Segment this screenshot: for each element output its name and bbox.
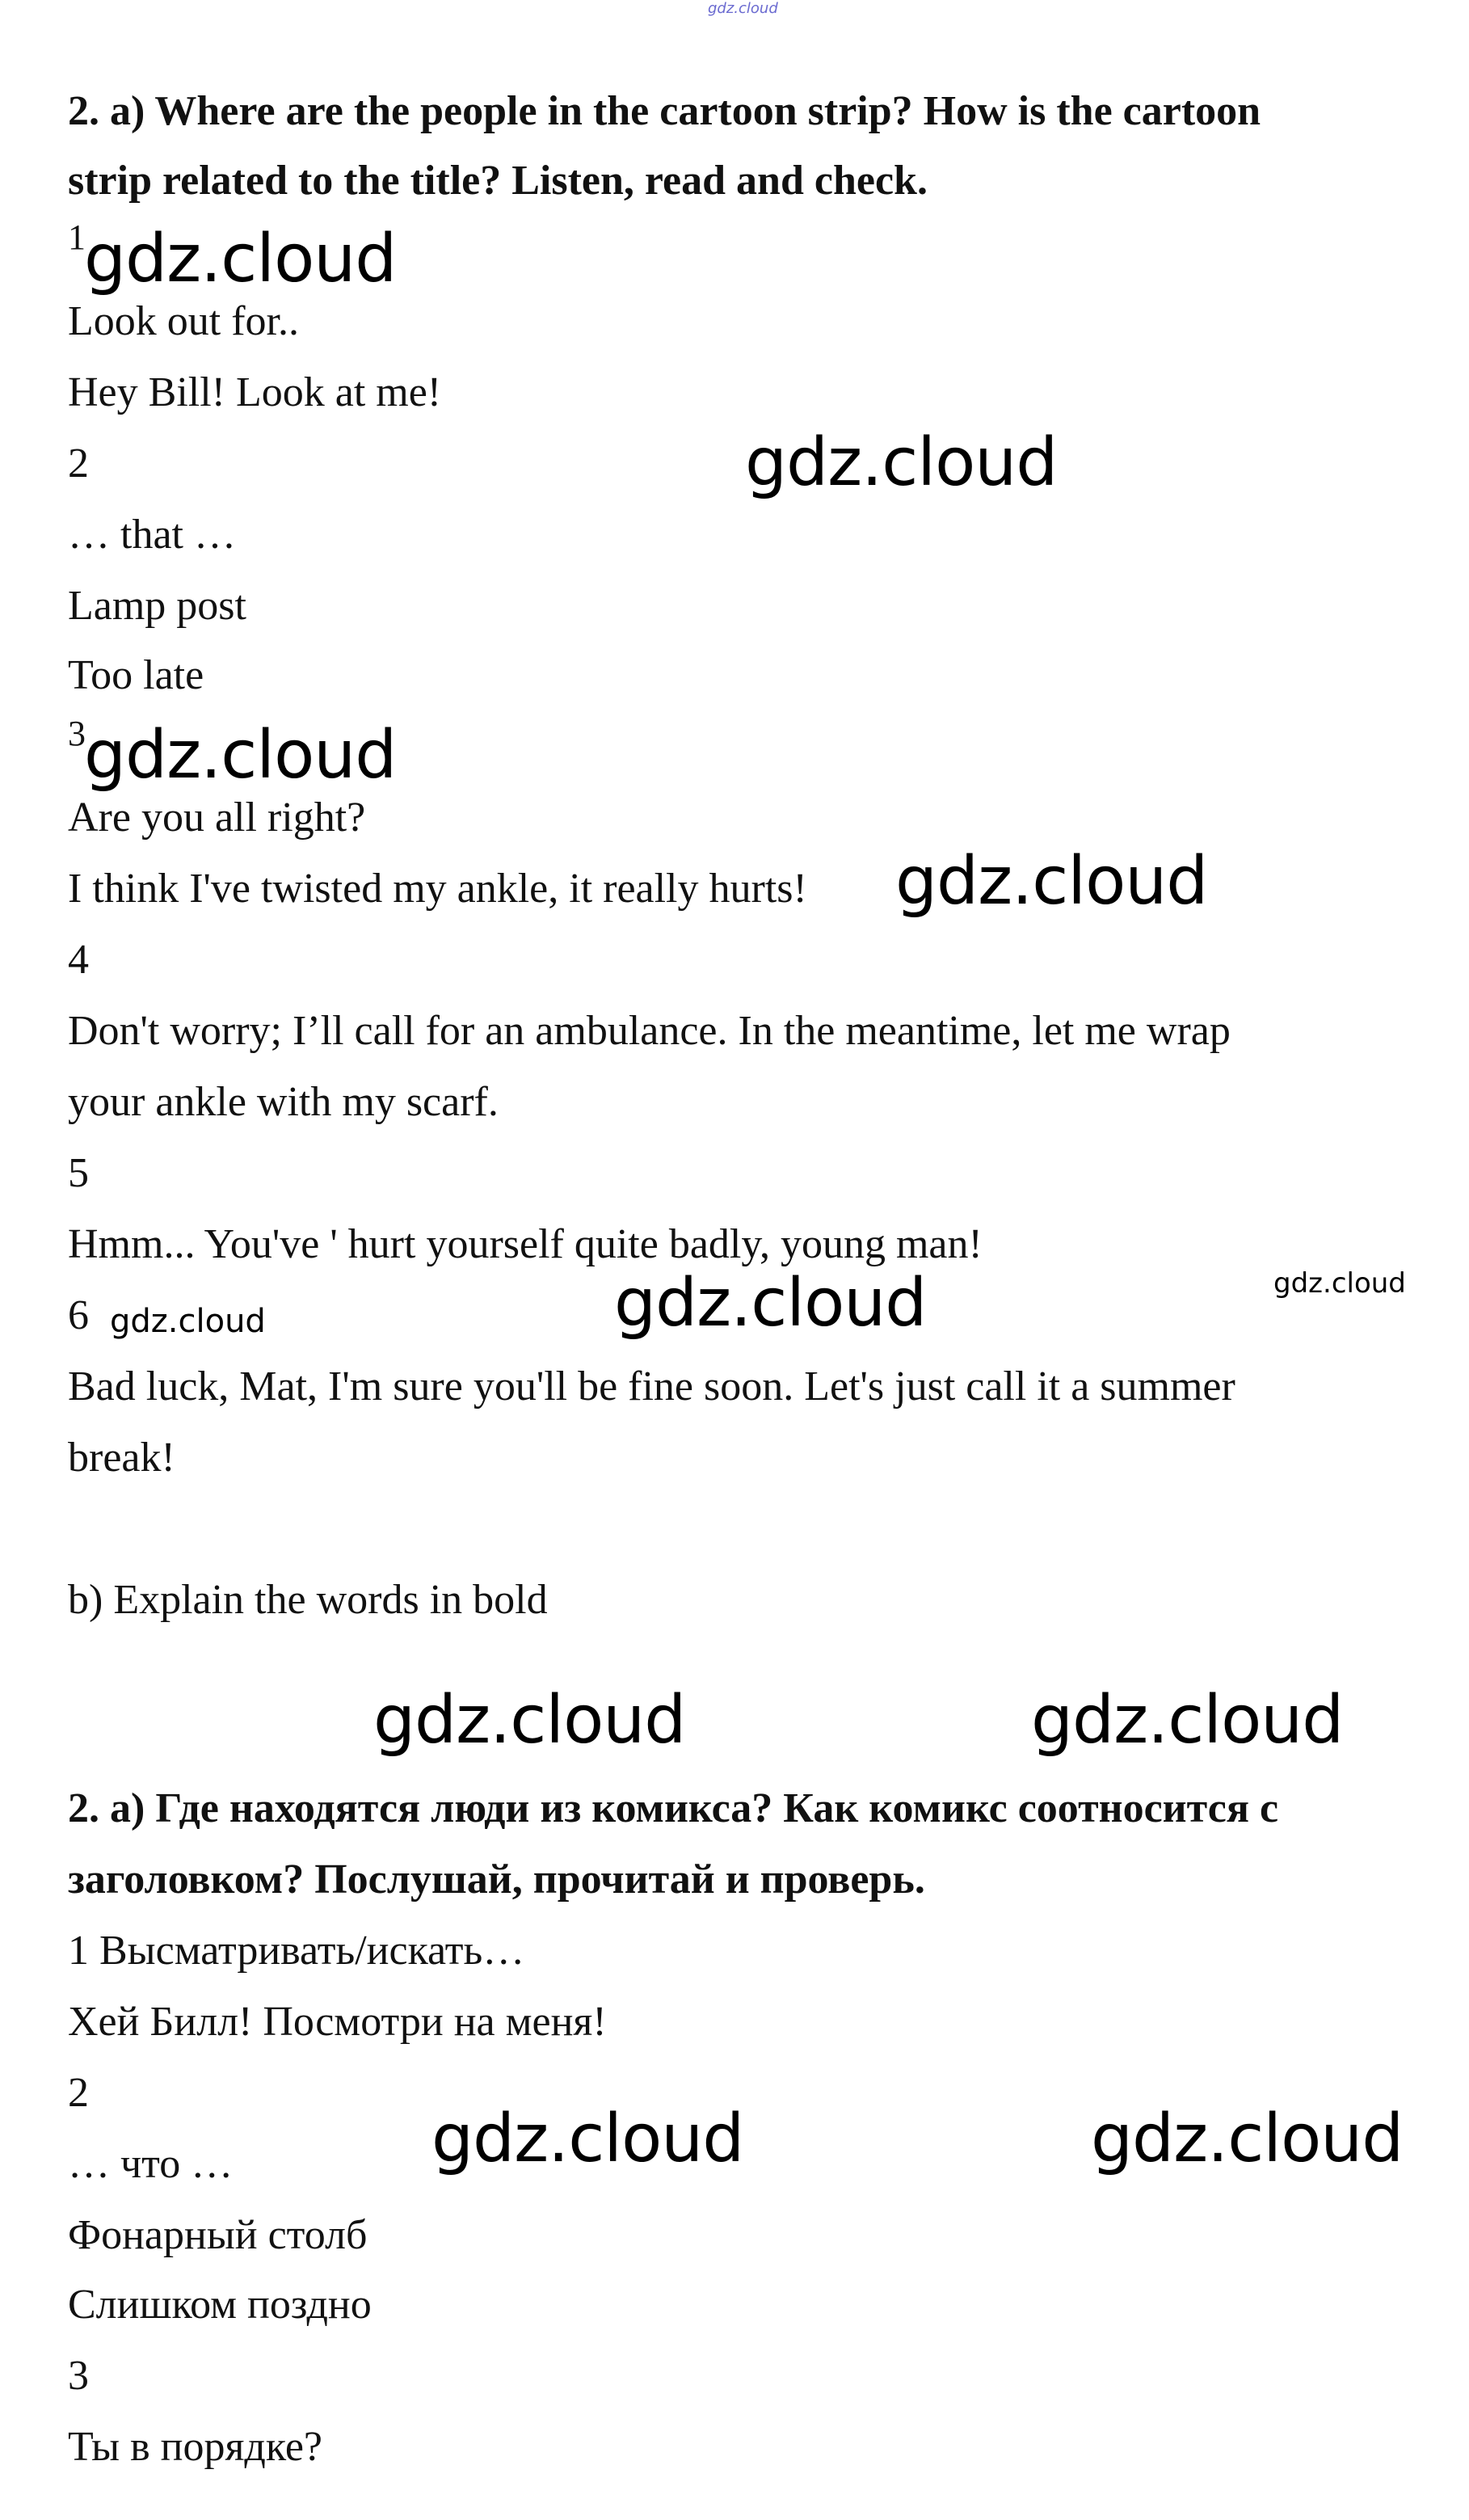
panel-4-line-a: Don't worry; I’ll call for an ambulance. In the meantime, let me wrap: [68, 1008, 1231, 1054]
panel-number: 1: [68, 217, 86, 257]
ru-panel-3-line-a: Ты в порядке?: [68, 2424, 322, 2470]
header-watermark: gdz.cloud: [708, 0, 778, 17]
ru-panel-2-line-b: Фонарный столб: [68, 2212, 368, 2258]
panel-number: 3: [68, 714, 86, 753]
panel-2-line-b: Lamp post: [68, 583, 246, 629]
watermark: gdz.cloud: [1031, 1682, 1344, 1759]
panel-2-line-a: … that …: [68, 512, 236, 558]
panel-6-line-a: Bad luck, Mat, I'm sure you'll be fine soon. Let's just call it a summer: [68, 1363, 1235, 1410]
panel-3-number: [68, 714, 86, 779]
russian-heading-line-1: 2. а) Где находятся люди из комикса? Как комикс соотносится с: [68, 1785, 1279, 1831]
panel-4-line-b: your ankle with my scarf.: [68, 1079, 499, 1125]
watermark: gdz.cloud: [84, 717, 397, 794]
ru-panel-2-line-a: … что …: [68, 2141, 234, 2187]
watermark: gdz.cloud: [895, 843, 1208, 920]
watermark: gdz.cloud: [745, 424, 1058, 501]
english-heading-line-1: 2. a) Where are the people in the cartoon strip? How is the cartoon: [68, 88, 1261, 134]
watermark: gdz.cloud: [431, 2101, 744, 2177]
ru-panel-2-number: 2: [68, 2070, 89, 2116]
ru-panel-1-line-b: Хей Билл! Посмотри на меня!: [68, 1999, 607, 2045]
watermark: gdz.cloud: [1091, 2101, 1404, 2177]
ru-panel-1-line-a: 1 Высматривать/искать…: [68, 1928, 525, 1974]
watermark: gdz.cloud: [614, 1265, 927, 1342]
panel-1-line-a: Look out for..: [68, 298, 299, 344]
panel-5-line-a: Hmm... You've ' hurt yourself quite badly, young man!: [68, 1221, 983, 1267]
ru-panel-2-line-c: Слишком поздно: [68, 2282, 372, 2328]
task-b: b) Explain the words in bold: [68, 1577, 548, 1623]
ru-panel-3-number: 3: [68, 2353, 89, 2399]
watermark: gdz.cloud: [110, 1303, 266, 1340]
russian-heading-line-2: заголовком? Послушай, прочитай и проверь.: [68, 1856, 925, 1903]
watermark: gdz.cloud: [1273, 1267, 1406, 1300]
watermark: gdz.cloud: [373, 1682, 686, 1759]
panel-2-line-c: Too late: [68, 652, 204, 698]
english-heading-line-2: strip related to the title? Listen, read and check.: [68, 158, 928, 204]
panel-6-number: 6: [68, 1292, 89, 1338]
panel-6-line-b: break!: [68, 1435, 175, 1481]
panel-3-line-a: Are you all right?: [68, 794, 366, 841]
panel-1-number: [68, 217, 86, 283]
panel-5-number: 5: [68, 1150, 89, 1196]
panel-2-number: 2: [68, 440, 89, 487]
panel-3-line-b: I think I've twisted my ankle, it really hurts!: [68, 866, 807, 912]
panel-1-line-b: Hey Bill! Look at me!: [68, 369, 442, 415]
panel-4-number: 4: [68, 937, 89, 983]
watermark: gdz.cloud: [84, 221, 397, 297]
